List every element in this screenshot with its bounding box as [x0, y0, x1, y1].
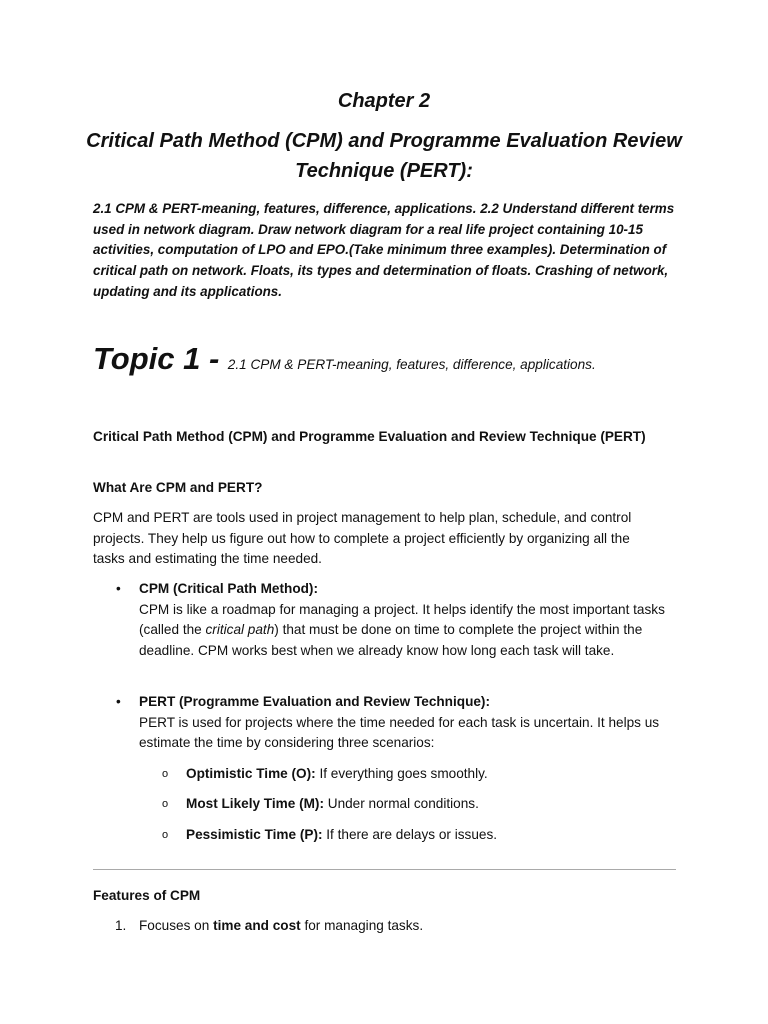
- intro-paragraph: CPM and PERT are tools used in project management to help plan, schedule, and control projects. They help us figure out how to complete a project efficiently by organizing all the tasks and estimating the time needed.: [93, 510, 632, 567]
- scenario-optimistic: [162, 764, 686, 784]
- feature-text-after: for managing tasks.: [300, 918, 424, 933]
- bullet-text: PERT is used for projects where the time needed for each task is uncertain. It helps us estimate the time by considering three scenarios:: [139, 714, 660, 751]
- feature-number: 1.: [115, 918, 127, 933]
- bullet-title: PERT (Programme Evaluation and Review Technique):: [139, 694, 490, 709]
- chapter-subtitle: Critical Path Method (CPM) and Programme Evaluation Review Technique (PERT):: [86, 130, 682, 182]
- feature-text-before: Focuses on: [139, 918, 214, 933]
- features-heading: Features of CPM: [93, 888, 201, 903]
- scenario-text: If everything goes smoothly.: [315, 766, 488, 781]
- bullet-title: CPM (Critical Path Method):: [139, 581, 318, 596]
- bullet-text-before: CPM is like a roadmap for managing a project. It helps identify the most important tasks (called the: [139, 601, 665, 638]
- scenario-label: Most Likely Time (M):: [186, 796, 324, 811]
- scenario-text: If there are delays or issues.: [322, 827, 498, 842]
- bullet-item-pert: [116, 692, 684, 754]
- topic-label: Topic 1 -: [93, 341, 220, 376]
- bullet-text-italic: critical path: [205, 622, 275, 638]
- main-heading: Critical Path Method (CPM) and Programme Evaluation and Review Technique (PERT): [93, 429, 646, 444]
- syllabus-paragraph: 2.1 CPM & PERT-meaning, features, difference, applications. 2.2 Understand different terms used in network diagram. Draw network diagram for a real life project containing 10-15 activities, computation of LPO and EPO.(Take minimum three examples). Determination of critical path on network. Floats, its types and determination of floats. Crashing of network, updating and its applications.: [93, 201, 675, 299]
- topic-heading: [93, 341, 693, 377]
- scenario-label: Pessimistic Time (P):: [186, 827, 323, 842]
- sub-bullet-marker: o: [162, 768, 169, 780]
- scenario-most-likely: [162, 794, 686, 814]
- what-heading: What Are CPM and PERT?: [93, 480, 263, 495]
- bullet-marker: •: [116, 694, 121, 709]
- sub-bullet-marker: o: [162, 829, 169, 841]
- section-divider: [93, 869, 676, 870]
- bullet-item-cpm: [116, 579, 684, 662]
- bullet-text-after: ) that must be done on time to complete the project within the deadline. CPM works best when we already know how long each task will take.: [139, 622, 643, 659]
- feature-text-bold: time and cost: [213, 918, 301, 933]
- sub-bullet-marker: o: [162, 798, 169, 810]
- scenario-pessimistic: [162, 825, 686, 845]
- topic-description: 2.1 CPM & PERT-meaning, features, difference, applications.: [227, 357, 596, 372]
- bullet-marker: •: [116, 581, 121, 596]
- feature-item: [115, 916, 684, 936]
- scenario-text: Under normal conditions.: [323, 796, 479, 811]
- chapter-title: Chapter 2: [337, 90, 431, 112]
- scenario-label: Optimistic Time (O):: [186, 766, 316, 781]
